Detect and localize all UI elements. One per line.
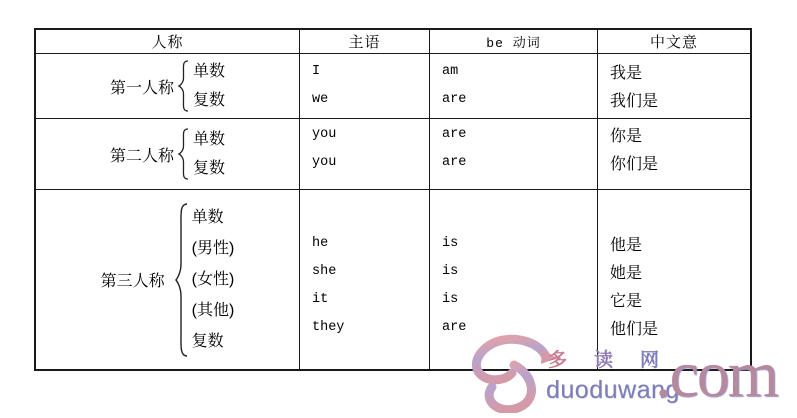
row-first-person-category	[36, 54, 300, 119]
meaning-value: 她是	[610, 264, 643, 282]
form-label: (男性)	[191, 240, 235, 257]
watermark-domain-tld: .com	[655, 338, 778, 411]
pronoun-be-verb-table	[34, 28, 752, 371]
brace-icon	[177, 127, 190, 181]
header-cell-be-verb	[430, 30, 598, 54]
form-label: (女性)	[191, 271, 235, 288]
header-cell-subject	[300, 30, 430, 54]
form-label: 复数	[193, 160, 226, 177]
row-third-person-subjects	[300, 190, 430, 369]
row-first-person-meanings	[598, 54, 750, 119]
first-person-label: 第一人称	[109, 79, 174, 97]
first-person-forms	[193, 57, 225, 115]
header-subject-label: 主语	[348, 34, 381, 51]
row-second-person-category	[36, 119, 300, 190]
form-label: 单数	[193, 131, 226, 148]
form-label: 单数	[191, 209, 224, 226]
subject-value: she	[312, 263, 337, 279]
subject-value: we	[312, 91, 329, 107]
watermark-cn-char: 多	[548, 350, 568, 371]
form-label: (其他)	[191, 302, 235, 319]
subject-value: it	[312, 291, 329, 307]
be-verb-value: is	[442, 235, 459, 251]
subject-value: he	[312, 235, 329, 251]
watermark-domain-name: duoduwang	[546, 376, 680, 404]
row-second-person-be-verbs	[430, 119, 598, 190]
third-person-forms	[192, 202, 235, 357]
header-meaning-label: 中文意	[649, 34, 698, 51]
row-first-person-subjects	[300, 54, 430, 119]
form-label: 复数	[191, 333, 224, 350]
meaning-value: 他们是	[610, 320, 659, 338]
header-cell-person	[36, 30, 300, 54]
be-verb-value: is	[442, 291, 459, 307]
brace-icon	[174, 202, 189, 358]
be-verb-value: are	[442, 319, 467, 335]
meaning-value: 他是	[610, 236, 643, 254]
be-verb-value: am	[442, 63, 459, 79]
row-second-person-subjects	[300, 119, 430, 190]
subject-value: you	[312, 154, 337, 170]
row-first-person-be-verbs	[430, 54, 598, 119]
watermark-cn-char: 读	[594, 350, 614, 371]
be-verb-value: are	[442, 154, 467, 170]
meaning-value: 它是	[610, 292, 643, 310]
meaning-value: 你是	[610, 127, 643, 145]
be-verb-value: are	[442, 126, 467, 142]
subject-value: they	[312, 319, 345, 335]
form-label: 单数	[193, 63, 226, 80]
second-person-forms	[193, 125, 225, 183]
meaning-value: 你们是	[610, 155, 659, 173]
subject-value: you	[312, 126, 337, 142]
be-verb-value: are	[442, 91, 467, 107]
header-cell-meaning	[598, 30, 750, 54]
row-second-person-meanings	[598, 119, 750, 190]
second-person-label: 第二人称	[109, 147, 174, 165]
meaning-value: 我们是	[610, 92, 659, 110]
row-third-person-category	[36, 190, 300, 369]
watermark-cn-char: 网	[640, 350, 660, 371]
watermark-logo	[462, 331, 558, 418]
logo-swirl-icon	[462, 331, 558, 413]
brace-icon	[177, 59, 190, 113]
header-be-verb-label: be 动词	[486, 36, 541, 51]
header-person-label: 人称	[151, 34, 184, 51]
form-label: 复数	[193, 92, 226, 109]
meaning-value: 我是	[610, 64, 643, 82]
third-person-label: 第三人称	[100, 273, 165, 290]
subject-value: I	[312, 63, 321, 79]
be-verb-value: is	[442, 263, 459, 279]
